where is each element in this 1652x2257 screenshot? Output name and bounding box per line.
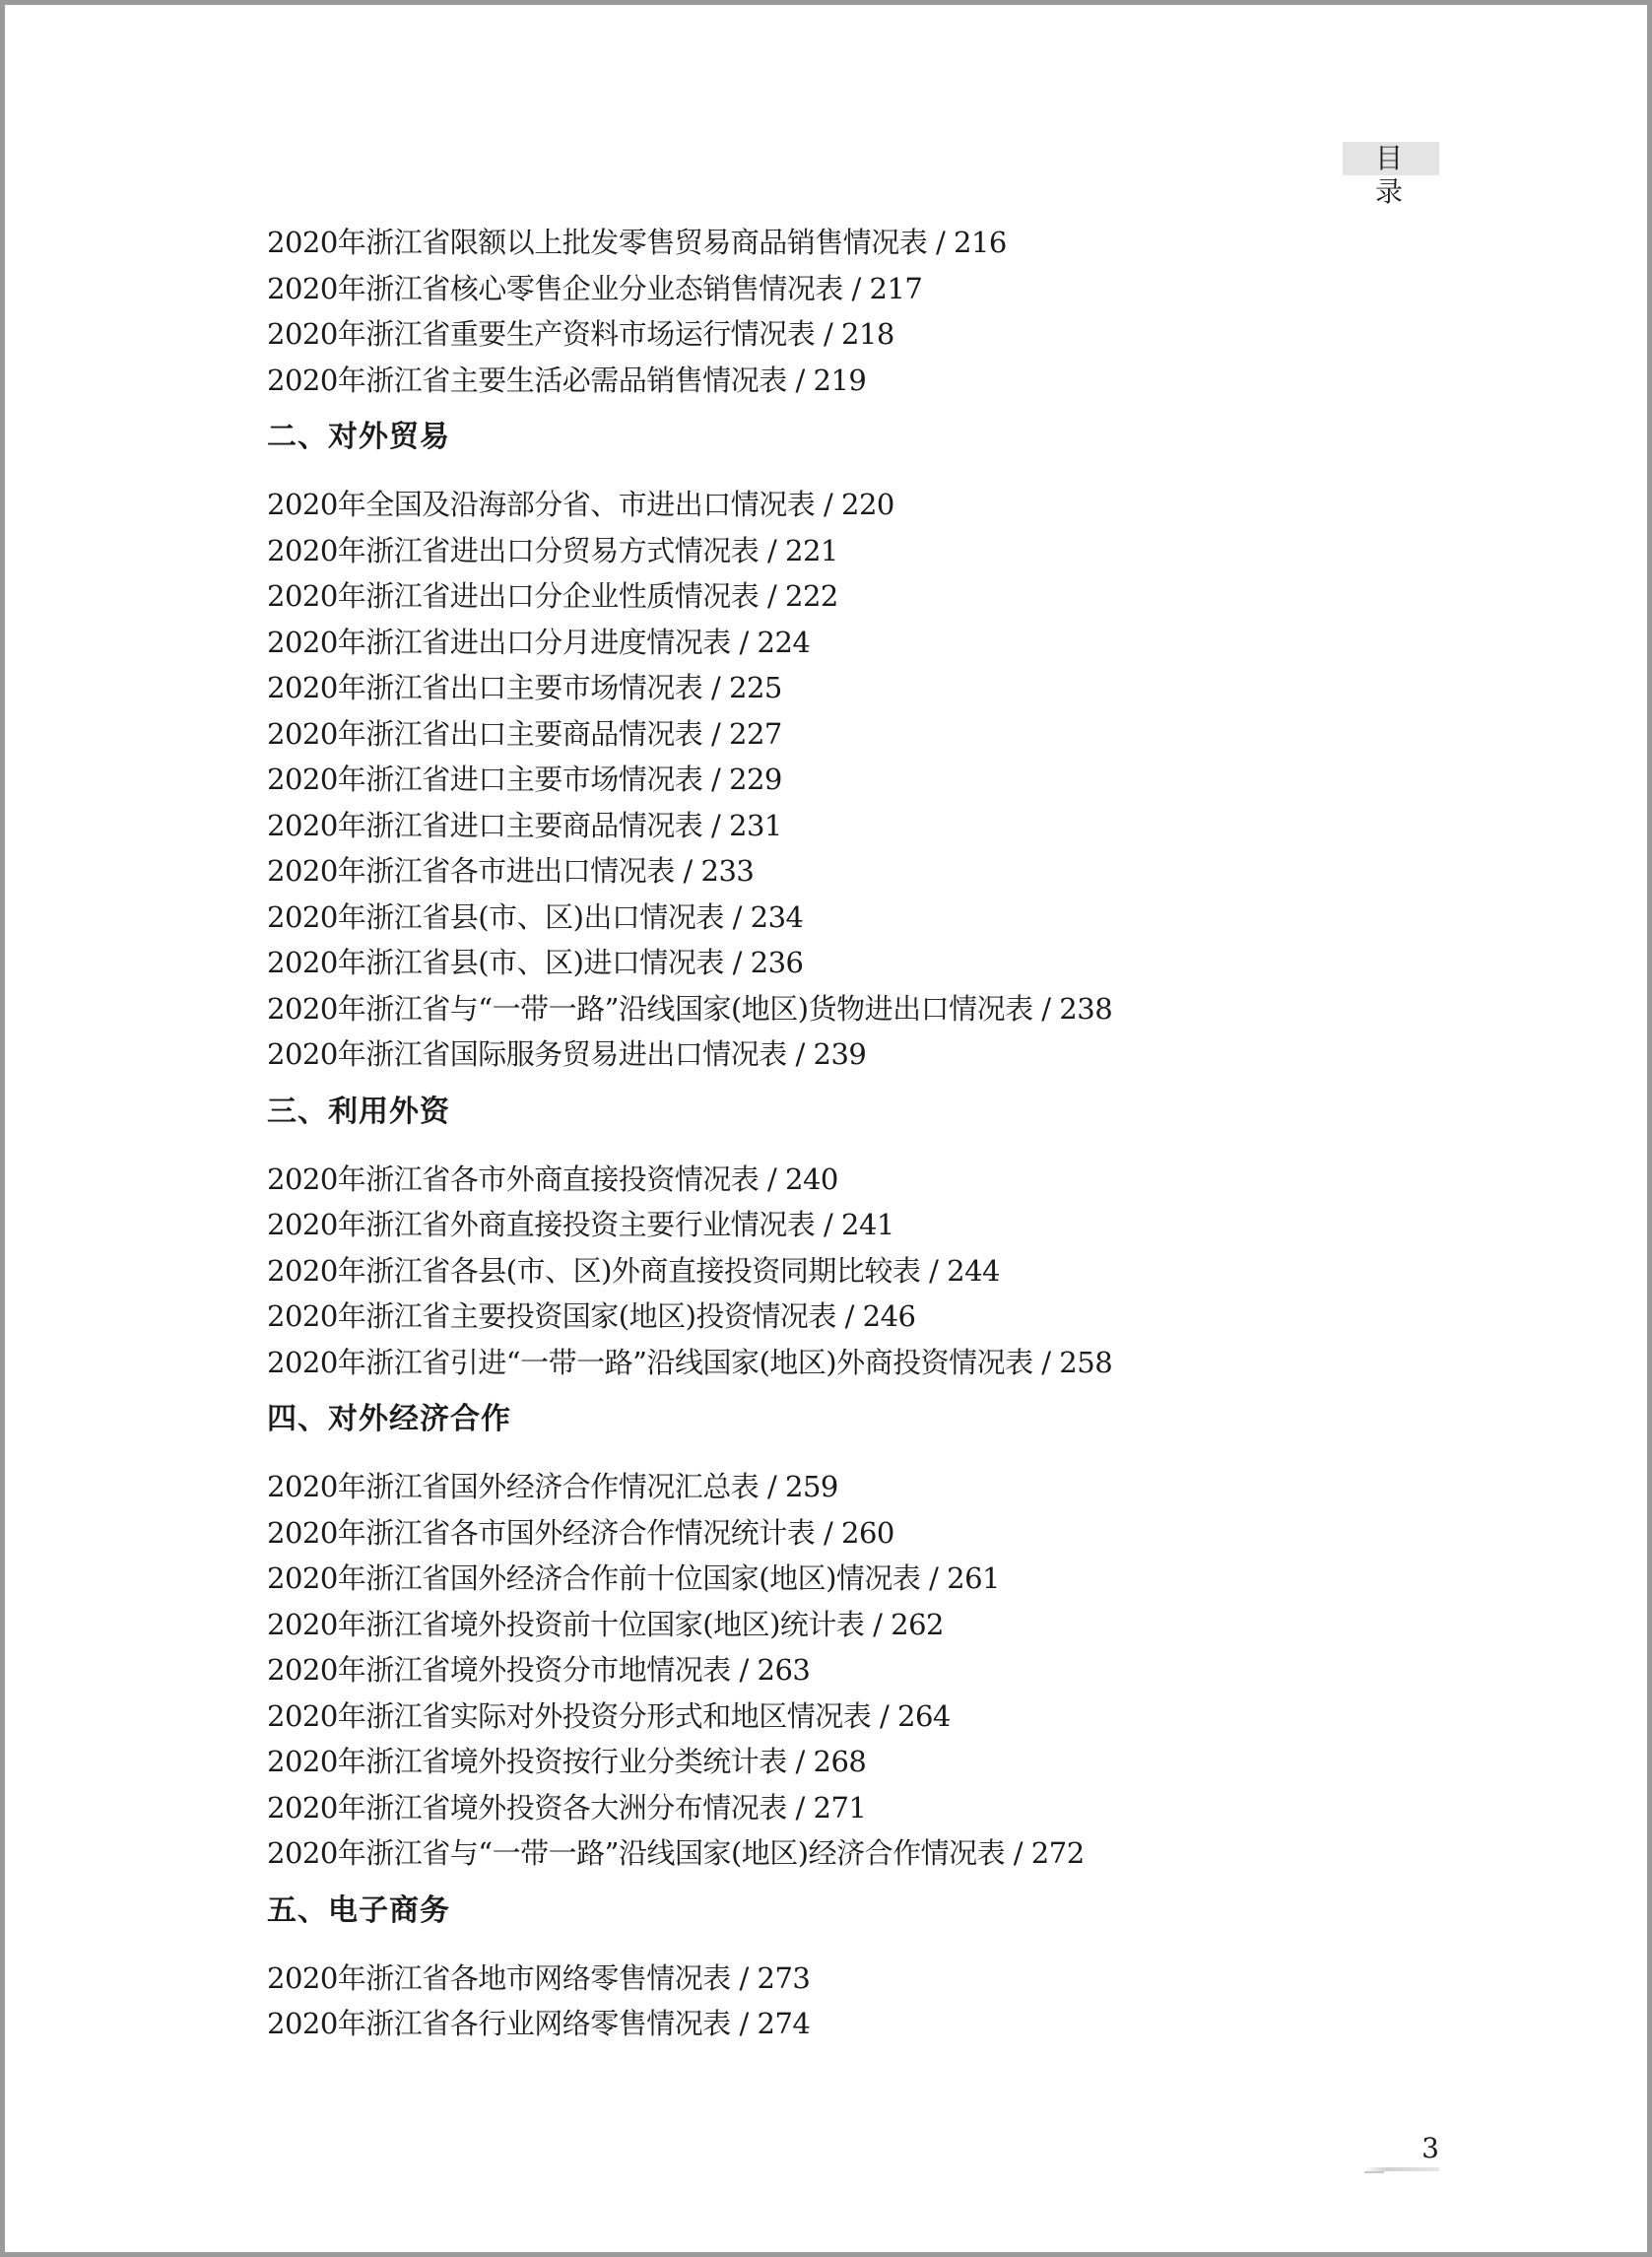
toc-entry[interactable]: 2020年浙江省各市国外经济合作情况统计表 / 260 xyxy=(267,1515,894,1550)
toc-entry[interactable]: 2020年浙江省国外经济合作前十位国家(地区)情况表 / 261 xyxy=(267,1561,1000,1595)
section-title-foreign-trade: 二、对外贸易 xyxy=(267,420,450,454)
toc-entry[interactable]: 2020年浙江省进出口分贸易方式情况表 / 221 xyxy=(267,533,838,567)
toc-entry[interactable]: 2020年浙江省与“一带一路”沿线国家(地区)货物进出口情况表 / 238 xyxy=(267,991,1113,1026)
toc-entry[interactable]: 2020年浙江省出口主要市场情况表 / 225 xyxy=(267,671,782,704)
toc-entry[interactable]: 2020年浙江省国外经济合作情况汇总表 / 259 xyxy=(267,1470,838,1503)
toc-entry[interactable]: 2020年浙江省引进“一带一路”沿线国家(地区)外商投资情况表 / 258 xyxy=(267,1345,1113,1379)
section-title-e-commerce: 五、电子商务 xyxy=(267,1892,450,1928)
toc-entry[interactable]: 2020年浙江省进出口分月进度情况表 / 224 xyxy=(267,625,811,659)
toc-entry[interactable]: 2020年浙江省进出口分企业性质情况表 / 222 xyxy=(267,579,838,613)
toc-entry[interactable]: 2020年浙江省各市外商直接投资情况表 / 240 xyxy=(267,1162,838,1196)
toc-entry[interactable]: 2020年浙江省主要投资国家(地区)投资情况表 / 246 xyxy=(267,1299,916,1333)
toc-entry[interactable]: 2020年浙江省限额以上批发零售贸易商品销售情况表 / 216 xyxy=(267,226,1007,259)
toc-entry[interactable]: 2020年浙江省境外投资分市地情况表 / 263 xyxy=(267,1653,811,1687)
section-entries-foreign-trade xyxy=(267,482,1400,1078)
toc-entry[interactable]: 2020年浙江省进口主要商品情况表 / 231 xyxy=(267,808,782,842)
toc-entry[interactable]: 2020年浙江省进口主要市场情况表 / 229 xyxy=(267,763,782,796)
toc-entry[interactable]: 2020年浙江省境外投资前十位国家(地区)统计表 / 262 xyxy=(267,1607,944,1641)
document-page xyxy=(5,5,1647,2252)
toc-entry[interactable]: 2020年浙江省重要生产资料市场运行情况表 / 218 xyxy=(267,317,894,351)
toc-entry[interactable]: 2020年浙江省出口主要商品情况表 / 227 xyxy=(267,716,782,751)
toc-entry[interactable]: 2020年浙江省外商直接投资主要行业情况表 / 241 xyxy=(267,1208,894,1241)
toc-entry[interactable]: 2020年浙江省主要生活必需品销售情况表 / 219 xyxy=(267,363,867,397)
header-label: 目 录 xyxy=(1343,142,1439,175)
toc-entry[interactable]: 2020年浙江省各市进出口情况表 / 233 xyxy=(267,854,755,888)
page-number: 3 xyxy=(1421,2132,1439,2164)
intro-entry-group xyxy=(267,220,1400,403)
toc-entry[interactable]: 2020年浙江省国际服务贸易进出口情况表 / 239 xyxy=(267,1037,867,1071)
section-title-economic-cooperation: 四、对外经济合作 xyxy=(267,1402,511,1436)
toc-entry[interactable]: 2020年浙江省县(市、区)进口情况表 / 236 xyxy=(267,946,804,979)
section-entries-foreign-investment xyxy=(267,1157,1400,1386)
toc-entry[interactable]: 2020年全国及沿海部分省、市进出口情况表 / 220 xyxy=(267,488,894,521)
table-of-contents xyxy=(267,220,1400,2047)
section-title-foreign-investment: 三、利用外资 xyxy=(267,1094,450,1129)
toc-entry[interactable]: 2020年浙江省各行业网络零售情况表 / 274 xyxy=(267,2007,811,2040)
toc-entry[interactable]: 2020年浙江省境外投资按行业分类统计表 / 268 xyxy=(267,1745,867,1778)
toc-entry[interactable]: 2020年浙江省境外投资各大洲分布情况表 / 271 xyxy=(267,1790,867,1825)
page-number-underline-tick xyxy=(1364,2171,1384,2173)
toc-entry[interactable]: 2020年浙江省各县(市、区)外商直接投资同期比较表 / 244 xyxy=(267,1253,1000,1288)
toc-entry[interactable]: 2020年浙江省实际对外投资分形式和地区情况表 / 264 xyxy=(267,1698,951,1733)
toc-entry[interactable]: 2020年浙江省各地市网络零售情况表 / 273 xyxy=(267,1960,811,1995)
toc-entry[interactable]: 2020年浙江省县(市、区)出口情况表 / 234 xyxy=(267,899,804,934)
toc-entry[interactable]: 2020年浙江省与“一带一路”沿线国家(地区)经济合作情况表 / 272 xyxy=(267,1836,1085,1870)
toc-entry[interactable]: 2020年浙江省核心零售企业分业态销售情况表 / 217 xyxy=(267,271,923,305)
section-entries-e-commerce xyxy=(267,1956,1400,2047)
section-entries-economic-cooperation xyxy=(267,1464,1400,1877)
